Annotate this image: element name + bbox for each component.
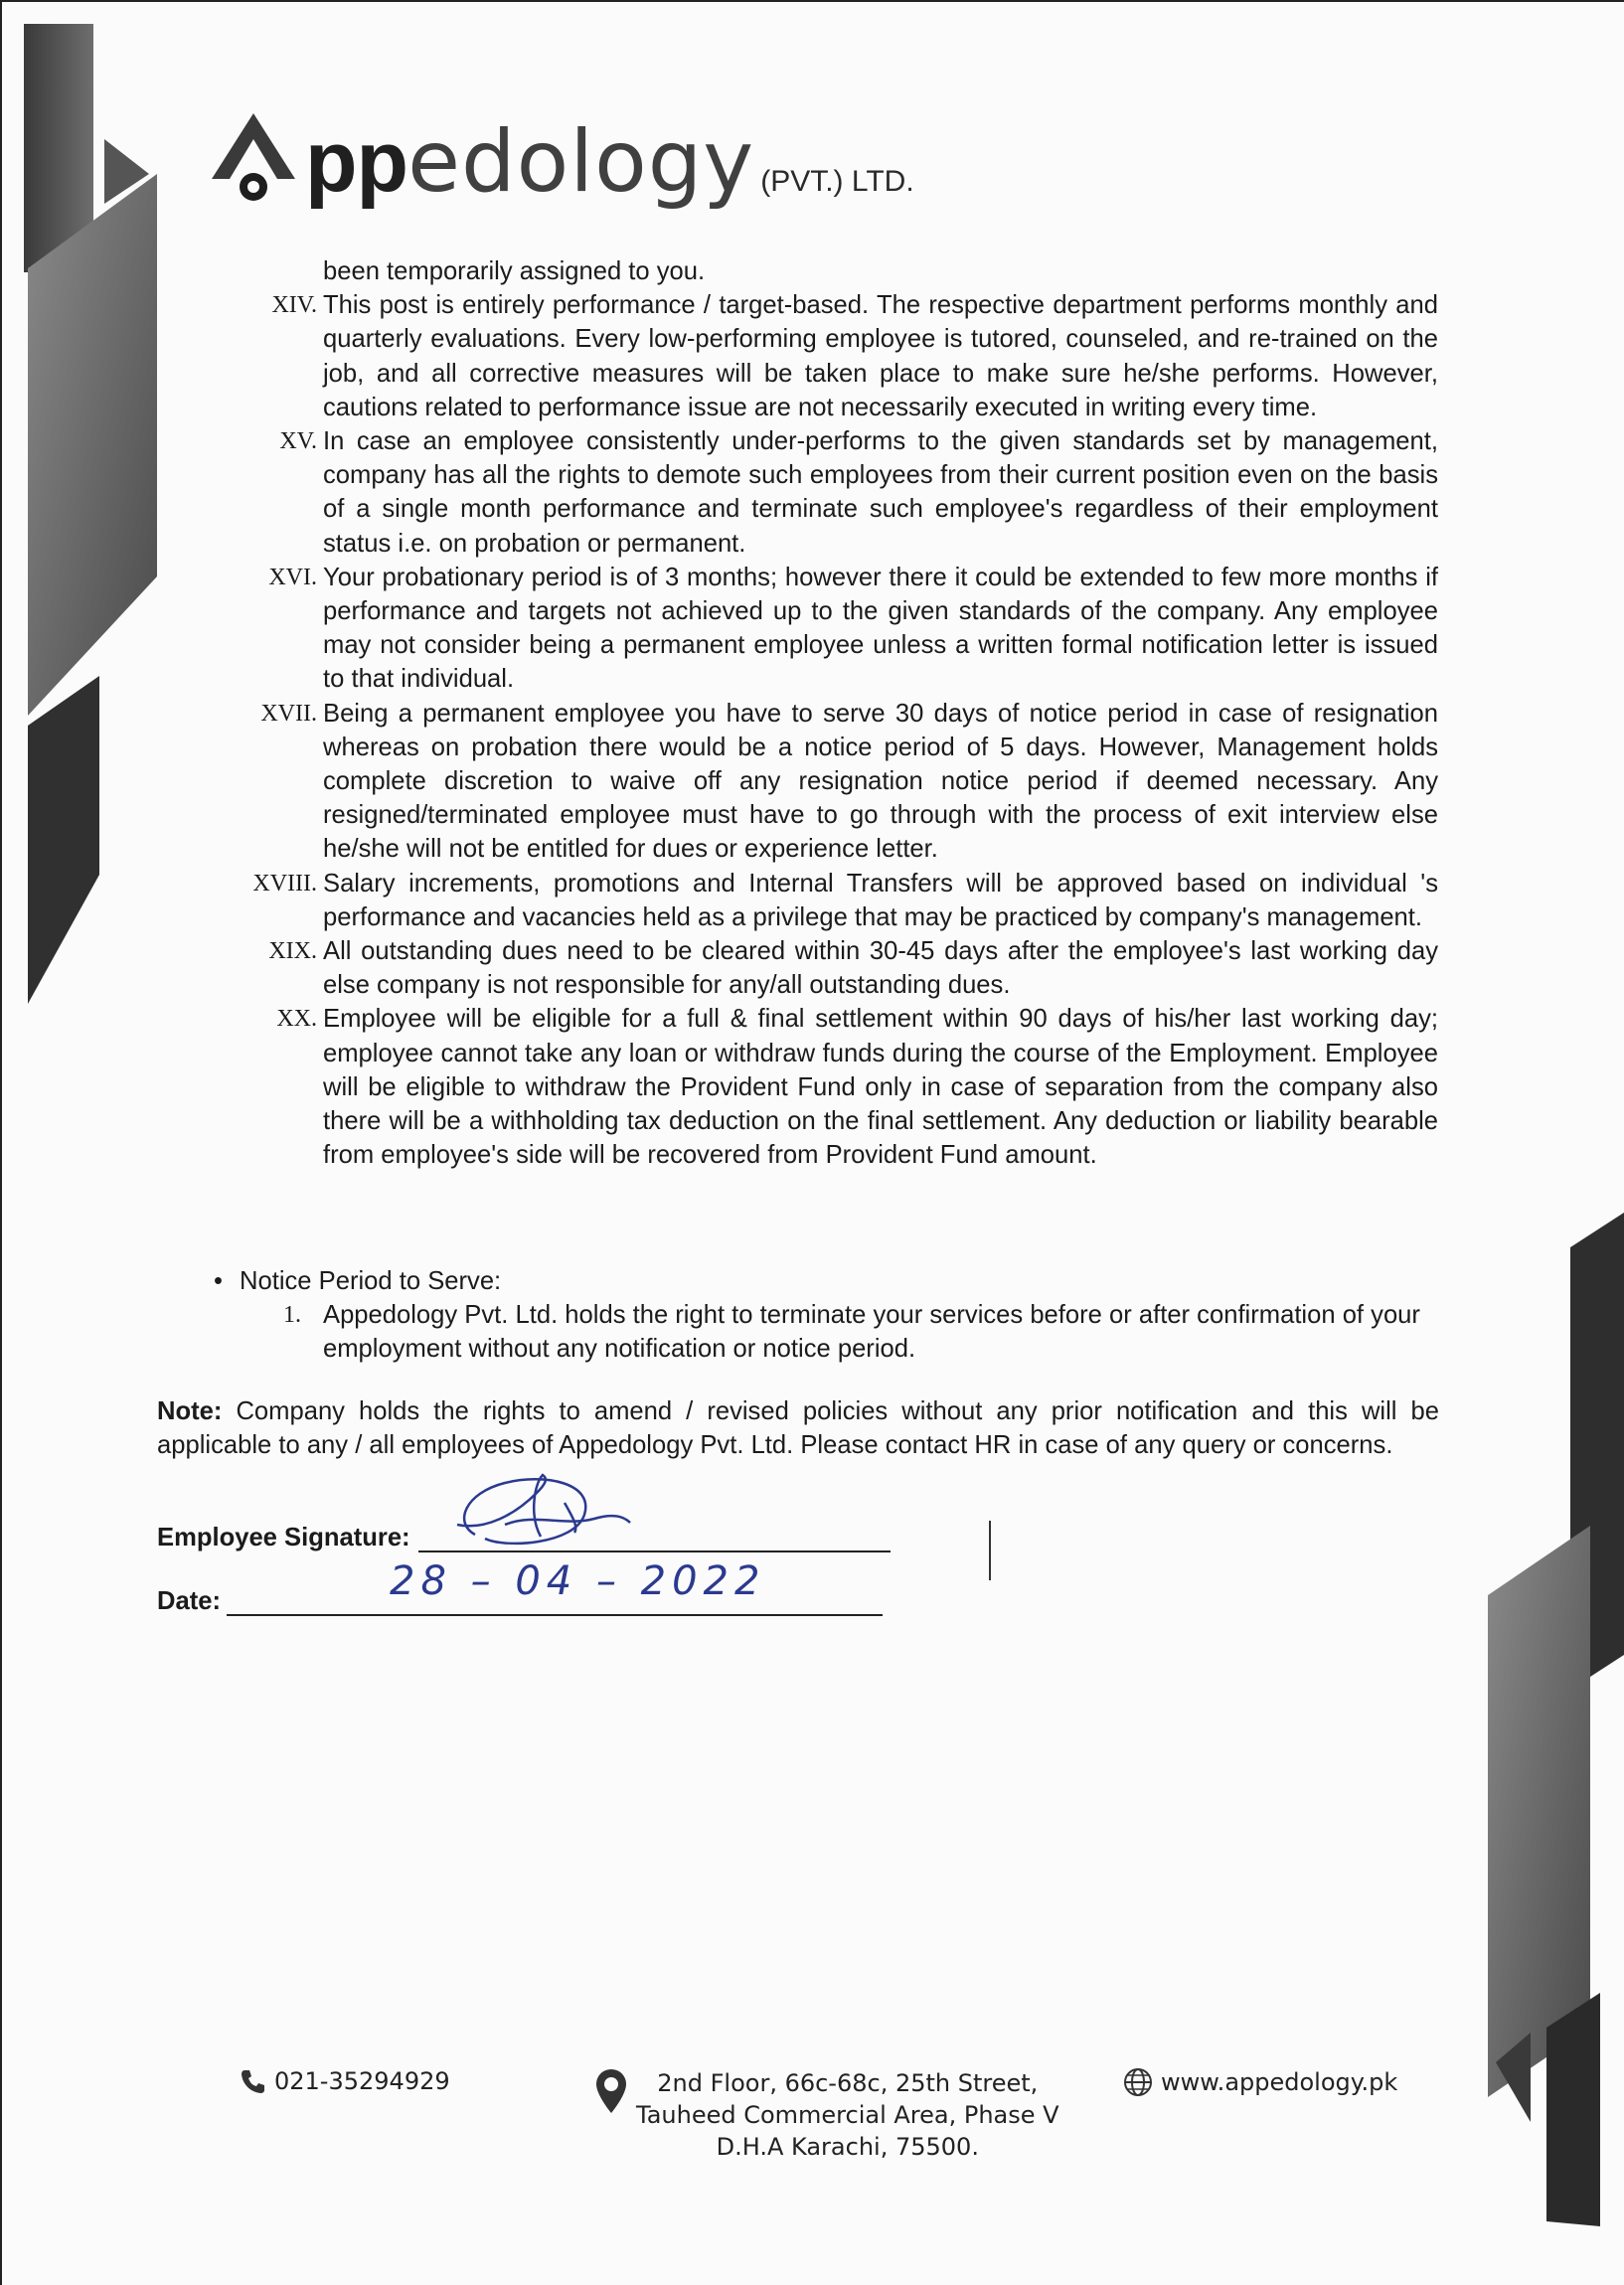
bullet-icon: •	[214, 1267, 223, 1295]
notice-item-text: Appedology Pvt. Ltd. holds the right to terminate your services before or after confirmation of your employment without any notification or notice period.	[323, 1301, 1420, 1364]
handwritten-date: 28 – 04 – 2022	[390, 1558, 766, 1604]
clause-text: Salary increments, promotions and Internal Transfers will be approved based on individual 's performance and vacancies held as a privilege that may be practiced by company's management.	[323, 869, 1438, 931]
address-line-1: 2nd Floor, 66c-68c, 25th Street,	[657, 2069, 1039, 2097]
website-url: www.appedology.pk	[1161, 2068, 1398, 2096]
clause-number: XVIII.	[252, 870, 317, 897]
address-line-3: D.H.A Karachi, 75500.	[716, 2133, 979, 2161]
clause-number: XX.	[276, 1006, 317, 1033]
clause-number: XIX.	[268, 938, 317, 965]
location-pin-icon	[594, 2067, 628, 2115]
note-paragraph	[157, 1394, 1439, 1462]
phone-icon	[239, 2067, 266, 2095]
vertical-mark	[989, 1521, 991, 1580]
note-label: Note:	[157, 1397, 223, 1425]
clause-number: XVII.	[260, 700, 317, 727]
footer-website	[1123, 2067, 1397, 2097]
notice-item-number: 1.	[283, 1302, 301, 1328]
date-label: Date:	[157, 1587, 221, 1615]
clause-text: In case an employee consistently under-performs to the given standards set by management, company has all the rights to demote such employees from their current position even on the basis of a single month performance and terminate such employee's regardless of their employment status i.e. on probation or permanent.	[323, 427, 1438, 558]
clause-xvi	[154, 561, 1446, 697]
clause-text: Being a permanent employee you have to serve 30 days of notice period in case of resignation whereas on probation there would be a notice period of 5 days. However, Management holds complete discretion to waive off any resignation notice period if deemed necessary. Any resigned/terminated employee must have to go through with the process of exit interview else he/she will not be entitled for dues or experience letter.	[323, 699, 1438, 864]
logo-a-mark-icon	[204, 109, 303, 205]
clause-text: This post is entirely performance / target-based. The respective department performs monthly and quarterly evaluations. Every low-performing employee is tutored, counseled, and re-trained on the job, and all corrective measures will be taken place to make sure he/she performs. However, cautions related to performance issue are not necessarily executed in writing every time.	[323, 291, 1438, 421]
clause-number: XVI.	[268, 564, 317, 590]
clause-xviii	[154, 867, 1446, 934]
clause-xx	[154, 1002, 1446, 1172]
footer-address	[594, 2067, 1059, 2163]
notice-item	[283, 1298, 1446, 1366]
clause-number: XV.	[279, 428, 317, 455]
notice-period-heading	[214, 1264, 501, 1298]
clause-continuation	[154, 254, 1446, 288]
logo-light-text: edology	[407, 112, 755, 212]
handwritten-signature	[445, 1453, 634, 1562]
signature-label: Employee Signature:	[157, 1524, 410, 1551]
globe-icon	[1123, 2067, 1153, 2097]
clause-xix	[154, 934, 1446, 1002]
company-logo	[204, 95, 914, 212]
address-line-2: Tauheed Commercial Area, Phase V	[636, 2101, 1059, 2129]
clause-xiv	[154, 288, 1446, 424]
clause-xv	[154, 424, 1446, 561]
phone-number: 021-35294929	[274, 2067, 450, 2095]
clause-text: been temporarily assigned to you.	[323, 257, 706, 285]
clause-xvii	[154, 697, 1446, 867]
policy-clauses	[154, 254, 1446, 1172]
logo-bold-text: pp	[305, 114, 408, 210]
note-text: Company holds the rights to amend / revised policies without any prior notification and this will be applicable to any / all employees of Appedology Pvt. Ltd. Please contact HR in case of any query or concerns.	[157, 1397, 1439, 1460]
clause-text: Employee will be eligible for a full & final settlement within 90 days of his/her last working day; employee cannot take any loan or withdraw funds during the course of the Employment. Employee will be eligible to withdraw the Provident Fund only in case of separation from the company also there will be a withholding tax deduction on the final settlement. Any deduction or liability bearable from employee's side will be recovered from Provident Fund amount.	[323, 1005, 1438, 1170]
footer-phone	[239, 2067, 450, 2095]
clause-text: All outstanding dues need to be cleared within 30-45 days after the employee's last working day else company is not responsible for any/all outstanding dues.	[323, 937, 1438, 1000]
clause-text: Your probationary period is of 3 months; however there it could be extended to few more months if performance and targets not achieved up to the given standards of the company. Any employee may not consider being a permanent employee unless a written formal notification letter is issued to that individual.	[323, 563, 1438, 694]
notice-heading-text: Notice Period to Serve:	[240, 1267, 502, 1295]
clause-number: XIV.	[271, 292, 317, 319]
logo-suffix: (PVT.) LTD.	[760, 165, 914, 198]
